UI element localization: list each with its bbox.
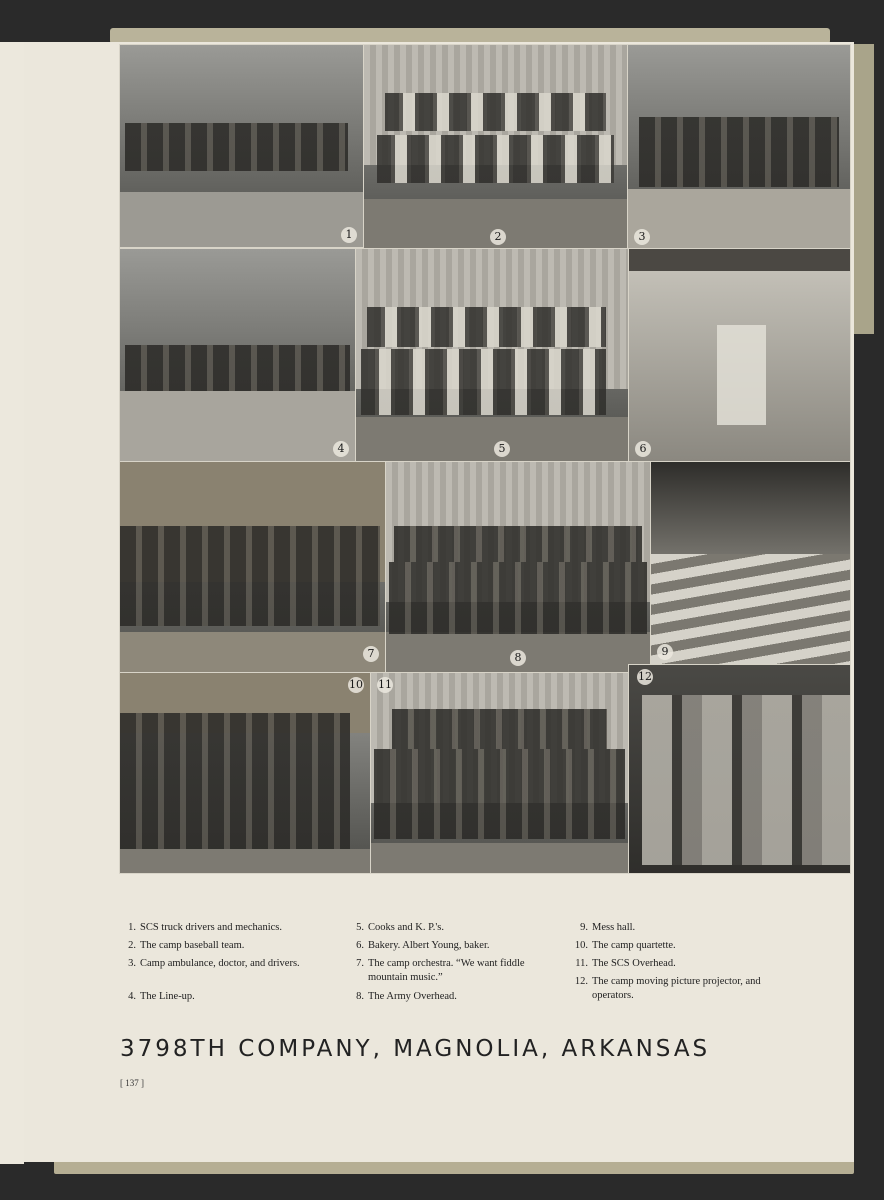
scrapbook-page (24, 42, 854, 1162)
photo-number: 4 (333, 441, 349, 457)
caption-8: 8. The Army Overhead. (356, 991, 457, 1002)
facing-page-edge (0, 42, 24, 1164)
photo-6-bakery (628, 248, 851, 462)
caption-4: 4. The Line-up. (128, 991, 195, 1002)
photo-3-camp-ambulance (627, 44, 851, 250)
photo-number: 5 (494, 441, 510, 457)
caption-10: 10. The camp quartette. (574, 940, 676, 951)
photo-5-cooks-and-kps (355, 248, 629, 462)
photo-number: 11 (378, 678, 392, 691)
photo-number: 12 (638, 670, 652, 683)
photo-10-camp-quartette (119, 672, 371, 874)
caption-2: 2. The camp baseball team. (128, 940, 245, 951)
photo-number: 8 (510, 650, 526, 666)
photo-1-truck-drivers (119, 44, 364, 248)
photo-4-line-up (119, 248, 356, 462)
caption-3: 3. Camp ambulance, doctor, and drivers. (128, 958, 300, 969)
photo-12-moving-picture-projector (628, 664, 851, 874)
photo-8-army-overhead (385, 461, 651, 673)
caption-1: 1. SCS truck drivers and mechanics. (128, 922, 283, 933)
photo-number: 10 (349, 678, 363, 691)
photo-9-mess-hall (650, 461, 851, 665)
photo-7-camp-orchestra (119, 461, 386, 673)
photo-number: 6 (635, 441, 651, 457)
caption-9: 9. Mess hall. (580, 922, 636, 933)
page-bottom-edge (54, 1160, 854, 1174)
photo-number: 9 (657, 644, 673, 660)
photo-number: 2 (490, 229, 506, 245)
photo-2-baseball-team (363, 44, 628, 250)
photo-number: 7 (363, 646, 379, 662)
caption-5: 5. Cooks and K. P.'s. (356, 922, 444, 933)
photo-11-scs-overhead (370, 672, 629, 874)
caption-6: 6. Bakery. Albert Young, baker. (356, 940, 490, 951)
caption-7: 7. The camp orchestra. “We want fiddle mountain music.” (356, 958, 525, 983)
page-title: 3798TH COMPANY, MAGNOLIA, ARKANSAS (120, 1036, 711, 1062)
caption-11: 11. The SCS Overhead. (575, 958, 676, 969)
caption-12: 12. The camp moving picture projector, and operators. (574, 976, 761, 1001)
page-number: [ 137 ] (120, 1078, 144, 1088)
photo-number: 3 (634, 229, 650, 245)
photo-number: 1 (341, 227, 357, 243)
